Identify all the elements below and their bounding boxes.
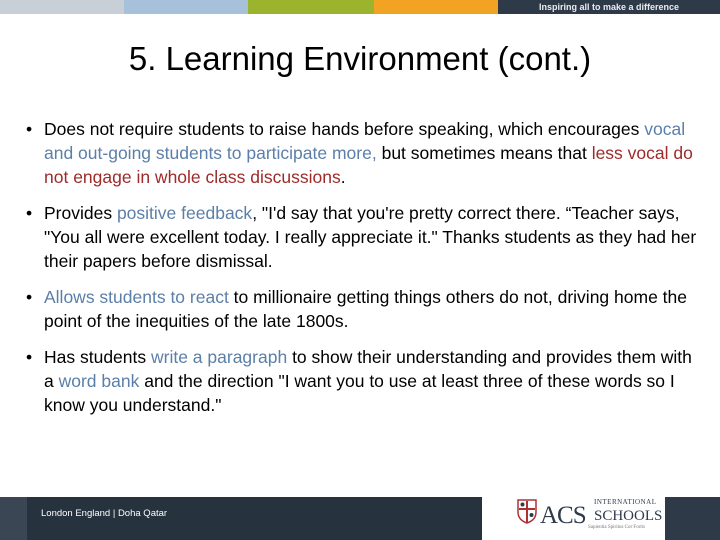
logo-acs-text: ACS — [540, 502, 586, 529]
tagline: Inspiring all to make a difference — [498, 0, 720, 14]
bullet-text: Has students — [44, 347, 151, 367]
bullet-text: but sometimes means that — [376, 143, 592, 163]
bullet-item — [26, 345, 706, 417]
bullet-text: vocal and out-going students to participate more, — [44, 119, 686, 163]
bullet-marker: • — [26, 203, 33, 223]
bullet-text: and the direction "I want you to use at least three of these words so I know you understand." — [44, 371, 675, 415]
strip-segment — [0, 0, 124, 14]
bullet-marker: • — [26, 119, 33, 139]
footer-edge — [0, 497, 27, 540]
logo-motto-text: Sapientia Spiritus Cor Fortis — [588, 525, 646, 530]
bullet-list — [26, 117, 706, 429]
bullet-text: . — [340, 167, 346, 187]
slide-title: 5. Learning Environment (cont.) — [128, 40, 592, 77]
bullet-text: write a paragraph — [151, 347, 288, 367]
bullet-text: Allows students to react — [44, 287, 229, 307]
strip-segment — [124, 0, 248, 14]
strip-segment — [374, 0, 498, 14]
bullet-text: Does not require students to raise hands before speaking, which encourages — [44, 119, 645, 139]
strip-segment — [248, 0, 374, 14]
crest-icon — [516, 498, 538, 524]
bullet-item — [26, 117, 706, 189]
bullet-text: positive feedback — [116, 203, 253, 223]
bullet-item — [26, 285, 706, 333]
logo-international-text: INTERNATIONAL — [594, 498, 657, 506]
bullet-text: to millionaire getting things others do not, driving home the point of the inequities of the late 1800s. — [44, 287, 687, 331]
footer-right-block — [665, 497, 720, 540]
bullet-text: word bank — [58, 371, 140, 391]
bullet-text: Provides — [44, 203, 117, 223]
acs-logo — [510, 496, 663, 538]
bullet-item — [26, 201, 706, 273]
footer-band — [27, 497, 482, 540]
bullet-text: , "I'd say that you're pretty correct there. “Teacher says, "You all were excellent today. I really appreciate it." Thanks students as they had her their papers before dismissal. — [44, 203, 697, 271]
footer-location: London England | Doha Qatar — [41, 508, 168, 519]
bullet-marker: • — [26, 287, 33, 307]
bullet-text: less vocal do not engage in whole class discussions — [44, 143, 693, 187]
bullet-text: to show their understanding and provides them with a — [44, 347, 692, 391]
logo-schools-text: SCHOOLS — [594, 508, 663, 524]
bullet-marker: • — [26, 347, 33, 367]
